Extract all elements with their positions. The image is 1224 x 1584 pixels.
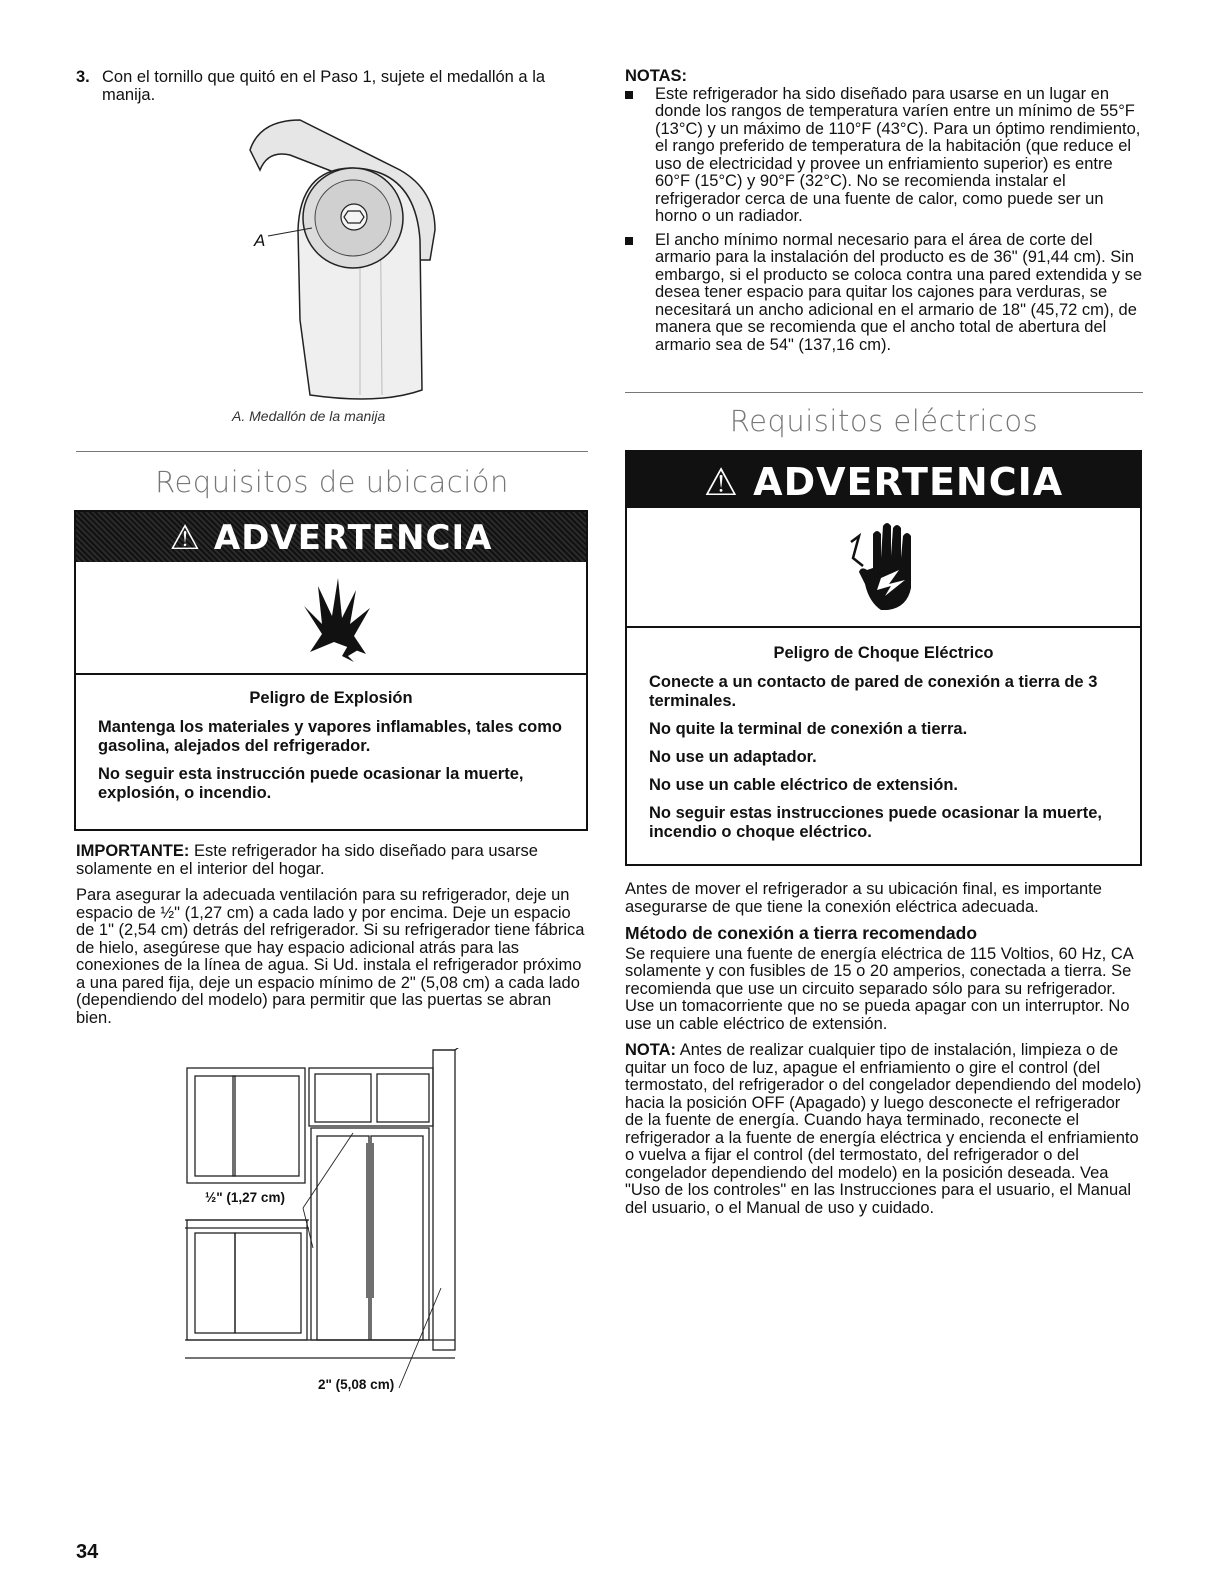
step-text: Con el tornillo que quitó en el Paso 1, sujete el medallón a la manija.	[102, 68, 546, 104]
hazard-title: Peligro de Choque Eléctrico	[773, 644, 994, 662]
warning-icon-area	[76, 562, 586, 675]
section-divider	[625, 392, 1143, 393]
warning-header: ⚠ ADVERTENCIA	[76, 512, 586, 562]
explosion-icon	[294, 576, 374, 662]
ubicacion-body	[76, 843, 588, 1036]
electricos-body	[625, 881, 1143, 1226]
cabinet-clearance-illustration	[185, 1048, 475, 1393]
section-divider	[76, 451, 588, 452]
warning-line: No use un cable eléctrico de extensión.	[649, 776, 959, 794]
handle-medallion-illustration	[230, 110, 460, 410]
page-number: 34	[76, 1541, 99, 1563]
figure-caption: A. Medallón de la manija	[232, 408, 386, 424]
clearance-label-two-inch: 2" (5,08 cm)	[318, 1377, 395, 1392]
nota-paragraph	[625, 1042, 1143, 1217]
importante-paragraph	[76, 843, 588, 878]
warning-line: Mantenga los materiales y vapores inflamables, tales como gasolina, alejados del refrigerador.	[98, 718, 563, 755]
notes-item: El ancho mínimo normal necesario para el área de corte del armario para la instalación del producto es de 36" (91,44 cm). Sin embargo, si el producto se coloca contra una pared extendida y se desea tener espacio para quitar los cajones para verduras, se necesitará un ancho adicional en el armario de 18" (45,72 cm), de manera que se recomienda que el ancho total de abertura del armario sea de 54" (137,16 cm).	[625, 232, 1143, 355]
method-heading: Método de conexión a tierra recomendado	[625, 923, 978, 943]
hazard-title: Peligro de Explosión	[249, 689, 413, 707]
notes-item: Este refrigerador ha sido diseñado para usarse en un lugar en donde los rangos de temperatura varíen entre un mínimo de 55°F (13°C) y un máximo de 110°F (43°C). Para un óptimo rendimiento, el rango preferido de temperatura de la habitación (que reduce el uso de electricidad y provee un enfriamiento superior) es entre 60°F (15°C) y 90°F (32°C). No se recomienda instalar el refrigerador cerca de una fuente de calor, como puede ser un horno o un radiador.	[625, 86, 1143, 226]
warning-triangle-icon: ⚠	[703, 460, 739, 504]
warning-line: No use un adaptador.	[649, 748, 817, 766]
warning-header: ⚠ ADVERTENCIA	[627, 452, 1140, 508]
intro-paragraph: Antes de mover el refrigerador a su ubicación final, es importante asegurarse de que tiene la conexión eléctrica adecuada.	[625, 880, 1102, 916]
electric-shock-hand-icon	[847, 518, 927, 618]
notes-section	[625, 68, 1143, 360]
warning-line: No seguir esta instrucción puede ocasionar la muerte, explosión, o incendio.	[98, 765, 524, 802]
importante-label: IMPORTANTE:	[76, 842, 190, 860]
section-title-electricos: Requisitos eléctricos	[729, 404, 1039, 438]
importante-text: Este refrigerador ha sido diseñado para usarse solamente en el interior del hogar.	[76, 842, 538, 878]
warning-icon-area	[627, 508, 1140, 628]
warning-line: Conecte a un contacto de pared de conexión a tierra de 3 terminales.	[649, 673, 1098, 710]
clearance-label-half-inch: ½" (1,27 cm)	[205, 1190, 285, 1205]
warning-line: No seguir estas instrucciones puede ocasionar la muerte, incendio o choque eléctrico.	[649, 804, 1102, 841]
nota-text: Antes de realizar cualquier tipo de instalación, limpieza o de quitar un foco de luz, apague el enfriamiento o gire el control (del termostato, del refrigerador o del congelador dependiendo del modelo) hacia la posición OFF (Apagado) y luego desconecte el refrigerador de la fuente de energía. Cuando haya terminado, reconecte el refrigerador a la fuente de energía eléctrica y encienda el enfriamiento o vuelva a fijar el control (del termostato, del refrigerador o del congelador dependiendo del modelo) en la posición deseada. Vea "Uso de los controles" en las Instrucciones para el usuario, el Manual del usuario, o el Manual de uso y cuidado.	[625, 1041, 1142, 1217]
notes-heading: NOTAS:	[625, 67, 688, 85]
warning-box-explosion	[74, 510, 588, 831]
ventilation-paragraph: Para asegurar la adecuada ventilación para su refrigerador, deje un espacio de ½" (1,27 cm) a cada lado y por encima. Deje un espacio de 1" (2,54 cm) detrás del refrigerador. Si su refrigerador tiene fábrica de hielo, asegúrese que hay espacio adicional atrás para las conexiones de la línea de agua. Si Ud. instala el refrigerador próximo a una pared fija, deje un espacio mínimo de 2" (5,08 cm) a cada lado (dependiendo del modelo) para permitir que las puertas se abran bien.	[76, 886, 585, 1027]
step-number: 3.	[76, 68, 90, 86]
step-3	[76, 68, 576, 104]
warning-line: No quite la terminal de conexión a tierra.	[649, 720, 968, 738]
section-title-ubicacion: Requisitos de ubicación	[155, 465, 509, 499]
nota-label: NOTA:	[625, 1041, 677, 1059]
bullet-icon	[625, 91, 633, 99]
label-a: A	[254, 231, 266, 250]
warning-box-electric	[625, 450, 1142, 866]
method-paragraph: Se requiere una fuente de energía eléctrica de 115 Voltios, 60 Hz, CA solamente y con fusibles de 15 o 20 amperios, conectada a tierra. Se recomienda que use un circuito separado sólo para su refrigerador. Use un tomacorriente que no se pueda apagar con un interruptor. No use un cable eléctrico de extensión.	[625, 944, 1133, 1033]
bullet-icon	[625, 237, 633, 245]
warning-triangle-icon: ⚠	[169, 518, 202, 558]
